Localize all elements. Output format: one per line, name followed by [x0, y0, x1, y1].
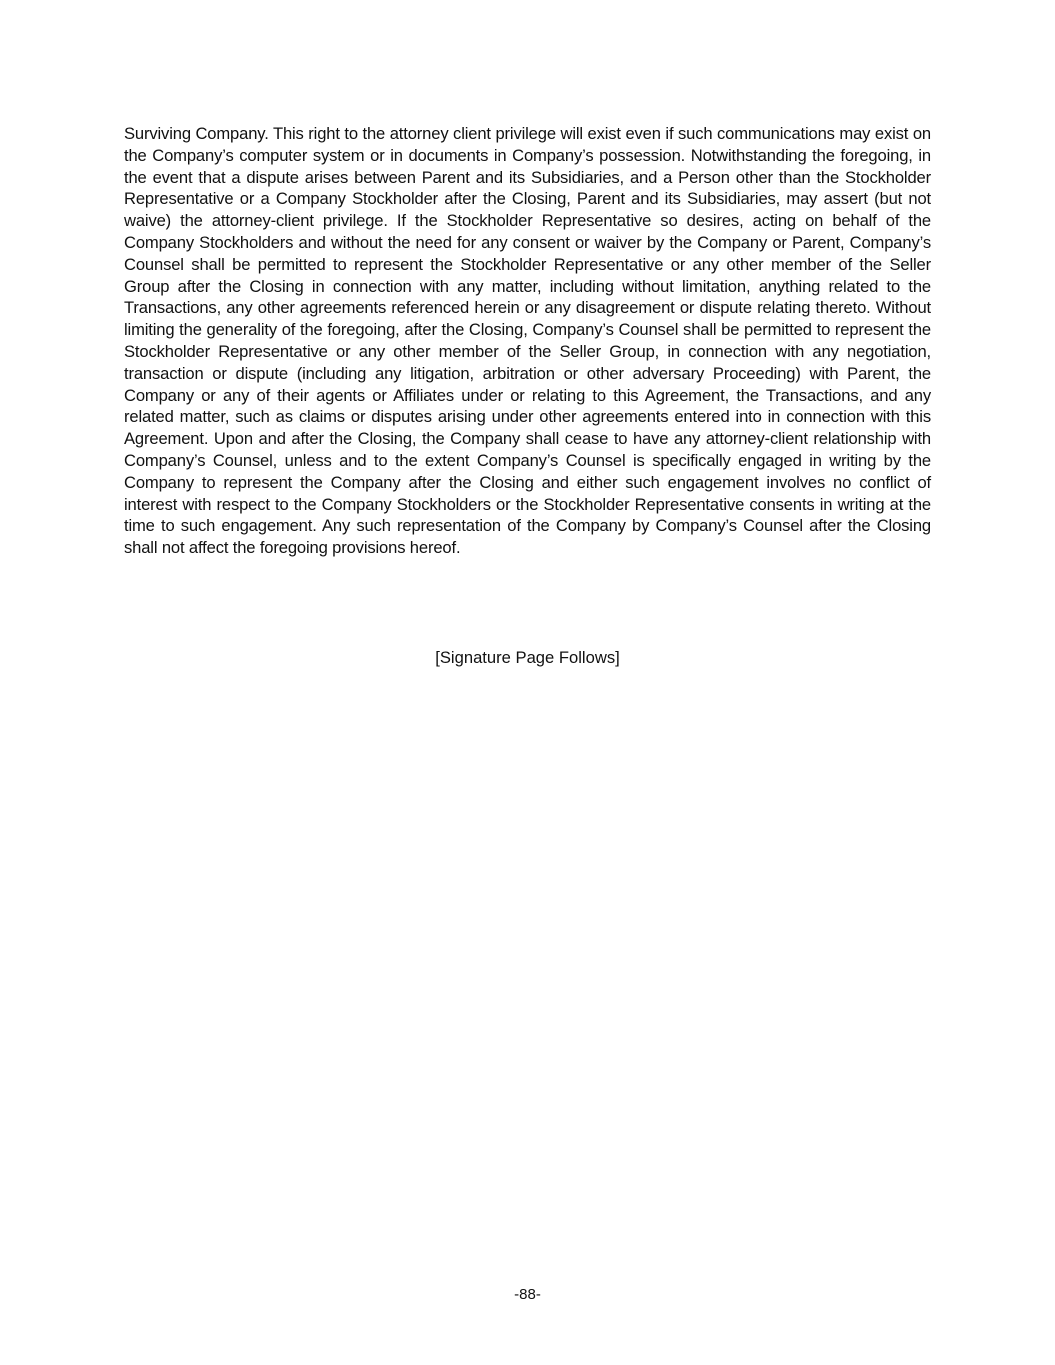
body-paragraph: Surviving Company. This right to the attorney client privilege will exist even if such communications may exist on the Company’s computer system or in documents in Company’s possession. Notwithstanding the foregoing, in the event that a dispute arises between Parent and its Subsidiaries, and a Person other than the Stockholder Representative or a Company Stockholder after the Closing, Parent and its Subsidiaries, may assert (but not waive) the attorney-client privilege. If the Stockholder Representative so desires, acting on behalf of the Company Stockholders and without the need for any consent or waiver by the Company or Parent, Company’s Counsel shall be permitted to represent the Stockholder Representative or any other member of the Seller Group after the Closing in connection with any matter, including without limitation, anything related to the Transactions, any other agreements referenced herein or any disagreement or dispute relating thereto. Without limiting the generality of the foregoing, after the Closing, Company’s Counsel shall be permitted to represent the Stockholder Representative or any other member of the Seller Group, in connection with any negotiation, transaction or dispute (including any litigation, arbitration or other adversary Proceeding) with Parent, the Company or any of their agents or Affiliates under or relating to this Agreement, the Transactions, and any related matter, such as claims or disputes arising under other agreements entered into in connection with this Agreement. Upon and after the Closing, the Company shall cease to have any attorney-client relationship with Company’s Counsel, unless and to the extent Company’s Counsel is specifically engaged in writing by the Company to represent the Company after the Closing and either such engagement involves no conflict of interest with respect to the Company Stockholders or the Stockholder Representative consents in writing at the time to such engagement. Any such representation of the Company by Company’s Counsel after the Closing shall not affect the foregoing provisions hereof.	[124, 124, 931, 558]
page-number: -88-	[514, 1286, 541, 1303]
signature-page-follows-note: [Signature Page Follows]	[435, 648, 620, 667]
